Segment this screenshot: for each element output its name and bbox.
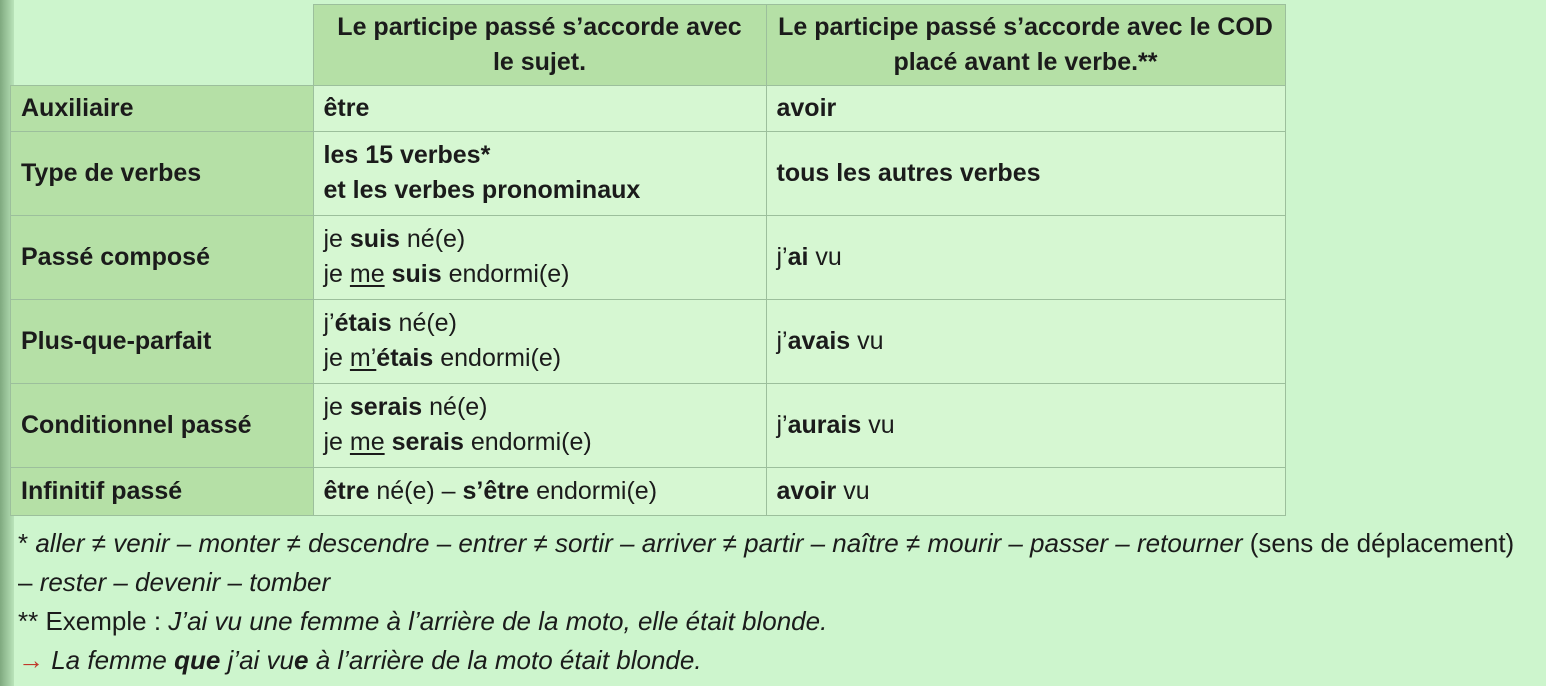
table-row xyxy=(11,383,1286,467)
text-run xyxy=(385,428,392,456)
text-run: vu xyxy=(836,476,870,505)
header-cod-agreement: Le participe passé s’accorde avec le COD placé avant le verbe.** xyxy=(766,5,1285,86)
cell-etre: être xyxy=(313,85,766,131)
example-marker: ** Exemple : xyxy=(18,606,169,636)
text-run: endormi(e) xyxy=(441,260,570,288)
text-run: né(e) xyxy=(422,393,488,421)
table-row xyxy=(11,85,1286,131)
text-run: je xyxy=(323,260,350,288)
text-run: vu xyxy=(850,326,884,355)
table-row xyxy=(11,467,1286,515)
cell-plus-que-parfait-col2 xyxy=(766,299,1285,383)
footnote-verbs-list xyxy=(18,524,1518,602)
bold-run: suis xyxy=(391,260,442,288)
cell-infinitif-col2 xyxy=(766,467,1285,515)
text-run: vu xyxy=(861,410,895,439)
row-label-passe-compose: Passé composé xyxy=(11,215,314,299)
bold-run: avais xyxy=(787,326,851,355)
text-run: j’ xyxy=(776,410,788,439)
bold-run: ai xyxy=(787,242,809,271)
bold-run: s’être xyxy=(462,476,530,505)
cell-line: et les verbes pronominaux xyxy=(323,176,641,204)
cell-line xyxy=(324,425,756,460)
text-run: endormi(e) xyxy=(433,344,562,372)
arrow-icon: → xyxy=(18,645,44,675)
bold-run: être xyxy=(323,476,370,505)
table-row xyxy=(11,215,1286,299)
bold-agreement-e: e xyxy=(294,645,309,675)
bold-que: que xyxy=(174,645,221,675)
empty-corner-cell xyxy=(11,5,314,86)
text-run: j’ xyxy=(776,326,788,355)
text-run: endormi(e) xyxy=(463,428,592,456)
cell-line xyxy=(324,306,756,341)
cell-type-col2: tous les autres verbes xyxy=(766,131,1285,215)
agreement-table xyxy=(10,4,1286,516)
text-run: vu xyxy=(808,242,842,271)
text-run: né(e) xyxy=(399,225,466,253)
footnote-result xyxy=(18,641,1518,680)
cell-plus-que-parfait-col1 xyxy=(313,299,766,383)
bold-run: serais xyxy=(349,393,423,421)
cell-passe-compose-col1 xyxy=(313,215,766,299)
cell-line xyxy=(324,222,756,257)
text-run: né(e) xyxy=(391,309,457,337)
cell-infinitif-col1 xyxy=(313,467,766,515)
cell-line xyxy=(324,257,756,292)
text-run: La femme xyxy=(44,645,175,675)
footnote-example xyxy=(18,602,1518,641)
text-run: je xyxy=(323,428,350,456)
cell-type-col1 xyxy=(313,131,766,215)
verbs-list: aller ≠ venir – monter ≠ descendre – entrer ≠ sortir – arriver ≠ partir – naître ≠ mourir – passer – retourner xyxy=(35,528,1243,558)
text-run: j’ xyxy=(776,242,788,271)
table-header-row xyxy=(11,5,1286,86)
bold-run: étais xyxy=(334,309,392,337)
footnote-marker: * xyxy=(18,528,36,558)
underlined-pronoun: me xyxy=(349,428,385,456)
verbs-list-end: rester – devenir – tomber xyxy=(39,567,331,597)
cell-line xyxy=(324,390,756,425)
text-run: je xyxy=(323,393,350,421)
header-subject-agreement: Le participe passé s’accorde avec le sujet. xyxy=(313,5,766,86)
row-label-infinitif-passe: Infinitif passé xyxy=(11,467,314,515)
row-label-type-de-verbes: Type de verbes xyxy=(11,131,314,215)
example-sentence: J’ai vu une femme à l’arrière de la moto, elle était blonde. xyxy=(168,606,828,636)
table-row xyxy=(11,299,1286,383)
cell-avoir: avoir xyxy=(766,85,1285,131)
cell-conditionnel-col2 xyxy=(766,383,1285,467)
text-run: né(e) – xyxy=(369,476,463,505)
text-run: j’ai vu xyxy=(220,645,294,675)
table-row xyxy=(11,131,1286,215)
cell-line: les 15 verbes* xyxy=(323,141,491,169)
bold-run: étais xyxy=(376,344,434,372)
bold-run: aurais xyxy=(787,410,862,439)
text-run: je xyxy=(323,225,350,253)
row-label-auxiliaire: Auxiliaire xyxy=(11,85,314,131)
underlined-pronoun: me xyxy=(349,260,385,288)
cell-line xyxy=(324,341,756,376)
text-run xyxy=(385,260,392,288)
underlined-pronoun: m’ xyxy=(349,344,377,372)
bold-run: suis xyxy=(349,225,400,253)
footnotes xyxy=(18,524,1518,680)
row-label-plus-que-parfait: Plus-que-parfait xyxy=(11,299,314,383)
cell-conditionnel-col1 xyxy=(313,383,766,467)
bold-run: serais xyxy=(391,428,464,456)
cell-passe-compose-col2 xyxy=(766,215,1285,299)
verbs-paren: (sens de déplacement) – xyxy=(18,528,1515,597)
text-run: je xyxy=(323,344,350,372)
text-run: endormi(e) xyxy=(529,476,658,505)
row-label-conditionnel-passe: Conditionnel passé xyxy=(11,383,314,467)
text-run: j’ xyxy=(323,309,335,337)
text-run: à l’arrière de la moto était blonde. xyxy=(308,645,702,675)
bold-run: avoir xyxy=(776,476,837,505)
